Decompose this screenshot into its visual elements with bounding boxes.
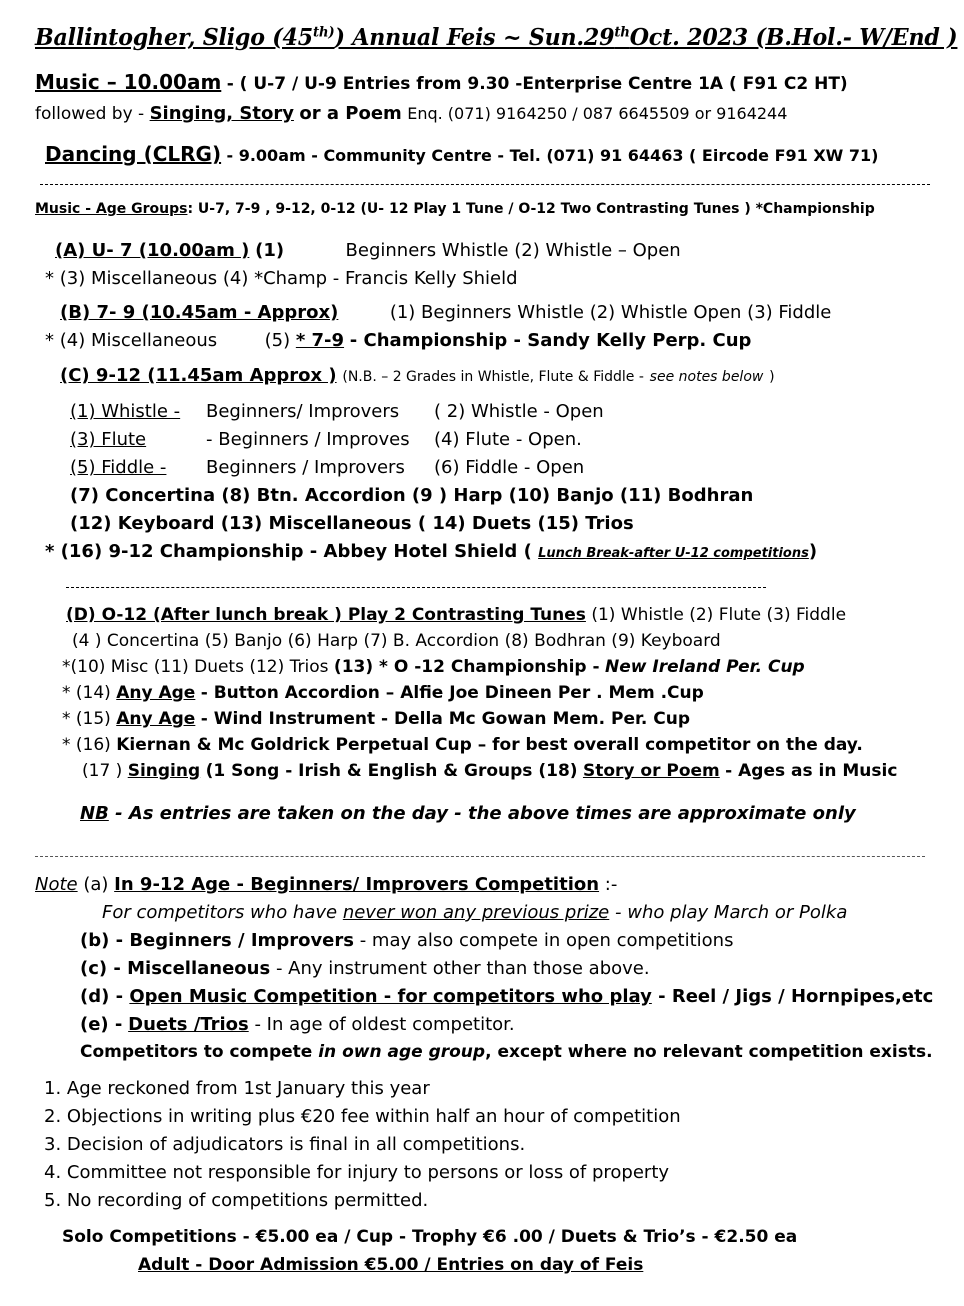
note-b-line [80, 932, 733, 950]
section-d-heading: (D) O-12 (After lunch break ) Play 2 Contrasting Tunes [66, 605, 586, 625]
section-a-num: (1) [255, 240, 285, 261]
note-c-line [80, 960, 650, 978]
section-c-row-grade: - Beginners / Improves [206, 429, 410, 450]
note-label: Note [35, 874, 78, 895]
dancing-detail: - 9.00am - Community Centre - Tel. (071) 91 64463 ( Eircode F91 XW 71) [226, 146, 879, 165]
singing-label: Singing [127, 761, 201, 781]
item-num: * (15) [62, 709, 111, 729]
section-b-heading: (B) 7- 9 (10.45am - Approx) [60, 302, 339, 323]
age-groups-detail: : U-7, 7-9 , 9-12, 0-12 (U- 12 Play 1 Tune / O-12 Two Contrasting Tunes ) *Championship [187, 201, 875, 217]
section-a-line1 [55, 242, 681, 260]
section-c-row-open: (4) Flute - Open. [434, 429, 582, 450]
section-c-row [70, 403, 604, 421]
title-part: Oct. 2023 (B.Hol.- W/End ) [629, 24, 958, 51]
note-a-num: (a) [83, 874, 109, 895]
note-d-tail: - Reel / Jigs / Hornpipes,etc [658, 986, 934, 1007]
divider [35, 856, 925, 857]
note-a-colon: :- [604, 874, 618, 895]
rule-item: 3. Decision of adjudicators is final in all competitions. [44, 1134, 526, 1155]
section-d-champ: (13) * O -12 Championship - [333, 657, 600, 677]
section-d-instruments: (4 ) Concertina (5) Banjo (6) Harp (7) B. Accordion (8) Bodhran (9) Keyboard [72, 631, 721, 651]
section-d-row2 [72, 633, 721, 650]
nb-text: - As entries are taken on the day - the above times are approximate only [115, 803, 856, 824]
age-groups-label: Music - Age Groups [35, 201, 188, 217]
section-a-heading: (A) U- 7 (10.00am ) [55, 240, 250, 261]
section-d-row5 [62, 711, 690, 728]
section-c-row-open: ( 2) Whistle - Open [434, 401, 604, 422]
story-detail: - Ages as in Music [725, 761, 898, 781]
section-d-row6 [62, 737, 863, 754]
section-c-row-grade: Beginners / Improvers [206, 457, 405, 478]
section-c-note-end: ) [769, 369, 775, 385]
section-c-more: (12) Keyboard (13) Miscellaneous ( 14) Duets (15) Trios [70, 513, 634, 534]
note-c-label: (c) - Miscellaneous [80, 958, 271, 979]
section-d-items: (1) Whistle (2) Flute (3) Fiddle [591, 605, 847, 625]
note-d-line [80, 988, 933, 1006]
any-age-label: Any Age [116, 709, 196, 729]
section-b-num: (5) [264, 330, 291, 351]
section-c-heading: (C) 9-12 (11.45am Approx ) [60, 365, 337, 386]
followed-text: followed by - [35, 104, 145, 124]
note-b-text: - may also compete in open competitions [359, 930, 734, 951]
compete-line [80, 1044, 933, 1061]
title-sup: th) [312, 24, 335, 41]
section-d-row4 [62, 685, 704, 702]
note-a-line [35, 876, 617, 894]
lunch-break-note: Lunch Break-after U-12 competitions [538, 546, 809, 561]
section-d-misc: *(10) Misc (11) Duets (12) Trios [62, 657, 329, 677]
note-b-label: (b) - Beginners / Improvers [80, 930, 354, 951]
admission-line: Adult - Door Admission €5.00 / Entries on day of Feis [138, 1255, 644, 1275]
note-c-text: - Any instrument other than those above. [275, 958, 650, 979]
item-num: * (14) [62, 683, 111, 703]
paren-close: ) [808, 541, 818, 562]
section-c-row6 [45, 543, 817, 561]
note-a-title: In 9-12 Age - Beginners/ Improvers Competition [114, 874, 600, 895]
age-groups-line [35, 202, 875, 216]
divider [66, 587, 766, 588]
note-a-line2 [102, 904, 847, 922]
section-a-line2 [45, 270, 518, 288]
music-label: Music – 10.00am [35, 70, 222, 94]
singing-detail: (1 Song - Irish & English & Groups (18) [205, 761, 578, 781]
music-line [35, 72, 848, 93]
note-e-text: - In age of oldest competitor. [254, 1014, 515, 1035]
section-c-row [70, 431, 582, 449]
rule-item: 1. Age reckoned from 1st January this year [44, 1078, 430, 1099]
section-b-champ: - Championship - Sandy Kelly Perp. Cup [349, 330, 752, 351]
item-num: (17 ) [82, 761, 123, 781]
note-e-title: Duets /Trios [128, 1014, 249, 1035]
title-sup: th [614, 24, 630, 41]
singing-rest: or a Poem [299, 103, 402, 124]
rule-item: 4. Committee not responsible for injury to persons or loss of property [44, 1162, 670, 1183]
section-d-cup: New Ireland Per. Cup [605, 657, 805, 677]
section-c-row4 [70, 487, 753, 505]
button-accordion-cup: - Button Accordion – Alfie Joe Dineen Per . Mem .Cup [200, 683, 704, 703]
music-detail: - ( U-7 / U-9 Entries from 9.30 -Enterprise Centre 1A ( F91 C2 HT) [226, 74, 848, 94]
poster-title [35, 26, 957, 49]
section-c-note: (N.B. – 2 Grades in Whistle, Flute & Fiddle - [342, 369, 644, 385]
note-a-underlined: never won any previous prize [342, 902, 610, 923]
compete-tail: , except where no relevant competition exists. [485, 1042, 933, 1062]
note-e-line [80, 1016, 515, 1034]
enquiry-phones: Enq. (071) 9164250 / 087 6645509 or 9164244 [407, 104, 788, 123]
title-part: Ballintogher, Sligo (45 [35, 24, 313, 51]
dancing-label: Dancing (CLRG) [45, 142, 222, 166]
note-a-text: For competitors who have [102, 902, 338, 923]
compete-italic: in own age group [318, 1042, 486, 1062]
compete-text: Competitors to compete [80, 1042, 313, 1062]
fees-line: Solo Competitions - €5.00 ea / Cup - Trophy €6 .00 / Duets & Trio’s - €2.50 ea [62, 1227, 798, 1247]
section-c-row-open: (6) Fiddle - Open [434, 457, 585, 478]
note-d-title: Open Music Competition - for competitors who play [129, 986, 652, 1007]
section-c-row-label: (3) Flute [70, 429, 147, 450]
followed-line [35, 105, 787, 123]
section-c-row-grade: Beginners/ Improvers [206, 401, 400, 422]
nb-label: NB [80, 803, 109, 824]
section-c-row [70, 459, 584, 477]
section-c-row-label: (1) Whistle - [70, 401, 181, 422]
section-b-misc: * (4) Miscellaneous [45, 330, 218, 351]
section-d-row7 [82, 763, 897, 780]
section-b-line1 [60, 304, 831, 322]
section-b-items: (1) Beginners Whistle (2) Whistle Open (3) Fiddle [389, 302, 832, 323]
nb-line [80, 805, 856, 823]
singing-label: Singing, Story [149, 103, 294, 124]
dancing-line [45, 144, 878, 165]
section-c-heading-line [60, 367, 775, 385]
title-part: ) Annual Feis ~ Sun.29 [334, 24, 615, 51]
divider [40, 184, 930, 185]
section-b-champ-age: * 7-9 [295, 330, 345, 351]
section-c-championship: * (16) 9-12 Championship - Abbey Hotel Shield ( [45, 541, 532, 562]
story-label: Story or Poem [582, 761, 720, 781]
section-c-row5 [70, 515, 634, 533]
any-age-label: Any Age [116, 683, 196, 703]
section-d-row3 [62, 659, 805, 676]
note-d-num: (d) - [80, 986, 124, 1007]
section-a-line2-text: * (3) Miscellaneous (4) *Champ - Francis Kelly Shield [45, 268, 518, 289]
wind-instrument-cup: - Wind Instrument - Della Mc Gowan Mem. Per. Cup [200, 709, 691, 729]
rule-item: 5. No recording of competitions permitted. [44, 1190, 429, 1211]
section-c-instruments: (7) Concertina (8) Btn. Accordion (9 ) Harp (10) Banjo (11) Bodhran [70, 485, 754, 506]
section-c-row-label: (5) Fiddle - [70, 457, 167, 478]
note-e-num: (e) - [80, 1014, 123, 1035]
section-c-note-italic: see notes below [649, 369, 764, 385]
section-d-heading-line [66, 607, 846, 624]
note-a-tail: - who play March or Polka [615, 902, 848, 923]
rule-item: 2. Objections in writing plus €20 fee within half an hour of competition [44, 1106, 681, 1127]
section-b-line2 [45, 332, 751, 350]
section-a-items: Beginners Whistle (2) Whistle – Open [345, 240, 681, 261]
item-num: * (16) [62, 735, 111, 755]
perpetual-cup: Kiernan & Mc Goldrick Perpetual Cup – for best overall competitor on the day. [116, 735, 863, 755]
